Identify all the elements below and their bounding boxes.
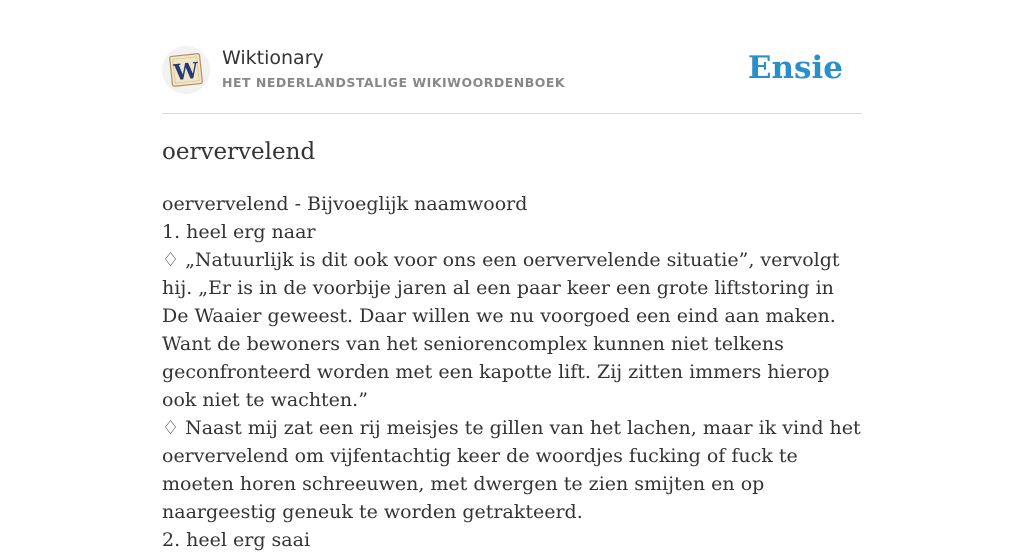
definition-1: 1. heel erg naar xyxy=(162,221,316,243)
example-quote-1: ♢ „Natuurlijk is dit ook voor ons een oervervelende situatie”, vervolgt hij. „Er is in de voorbije jaren al een paar keer een grote liftstoring in De Waaier geweest. Daar willen we nu voorgoed een eind aan maken. Want de bewoners van het seniorencomplex kunnen niet telkens geconfronteerd worden met een kapotte lift. Zij zitten immers hierop ook niet te wachten.” xyxy=(162,249,840,411)
ensie-logo[interactable]: Ensie xyxy=(747,50,843,86)
page-title: oervervelend xyxy=(162,139,316,165)
svg-text:W: W xyxy=(172,57,200,87)
site-name[interactable]: Wiktionary xyxy=(222,47,324,69)
entry-heading: oervervelend - Bijvoeglijk naamwoord xyxy=(162,193,528,215)
site-header xyxy=(162,44,862,114)
entry-content xyxy=(162,136,862,554)
site-subtitle: HET NEDERLANDSTALIGE WIKIWOORDENBOEK xyxy=(222,75,566,90)
wiktionary-logo-icon[interactable] xyxy=(162,46,210,94)
example-quote-2: ♢ Naast mij zat een rij meisjes te gillen van het lachen, maar ik vind het oervervelend om vijfentachtig keer de woordjes fucking of fuck te moeten horen schreeuwen, met dwergen te zien smijten en op naargeestig geneuk te worden getrakteerd. xyxy=(162,417,861,523)
definition-2: 2. heel erg saai xyxy=(162,529,311,551)
